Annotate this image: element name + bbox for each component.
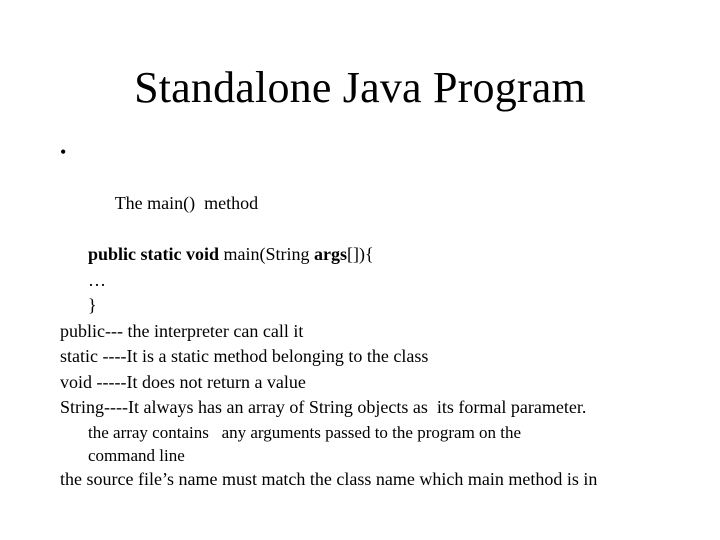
bullet-icon: • — [60, 142, 67, 162]
text-source-file: the source file’s name must match the class name which main method is in — [60, 468, 598, 489]
code-modifiers: public static void — [88, 244, 220, 264]
slide-body — [60, 140, 700, 492]
text-void: void -----It does not return a value — [60, 371, 306, 392]
slide-title: Standalone Java Program — [134, 63, 586, 112]
code-param-name: args — [314, 244, 348, 264]
code-method-name: main(String — [219, 244, 315, 264]
text-string: String----It always has an array of String objects as its formal parameter. — [60, 397, 587, 417]
code-ellipsis-line: … — [88, 269, 106, 290]
text-array-1: the array contains any arguments passed to the program on the — [88, 422, 522, 442]
bullet-text: The main() method — [114, 193, 259, 213]
text-static: static ----It is a static method belonging to the class — [60, 346, 429, 366]
bullet-main-method — [60, 140, 700, 242]
code-brackets: []){ — [347, 244, 374, 264]
text-array-2: command line — [88, 445, 185, 465]
code-signature-line — [60, 242, 700, 268]
text-public: public--- the interpreter can call it — [60, 320, 304, 341]
code-close-line: } — [88, 295, 97, 315]
